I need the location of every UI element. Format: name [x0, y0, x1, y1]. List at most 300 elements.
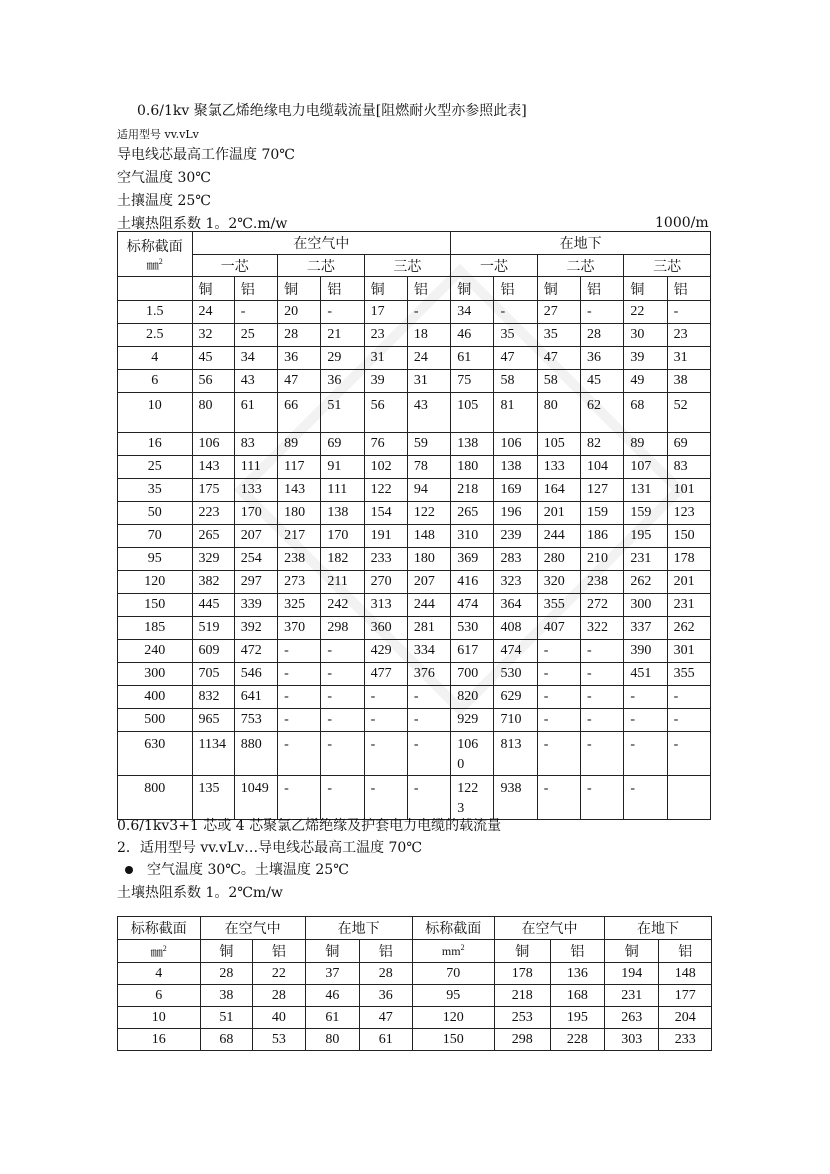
value-cell: 339 — [234, 594, 277, 617]
metal-header: 铝 — [321, 277, 364, 301]
value-cell: 47 — [278, 370, 321, 393]
value-cell: 298 — [321, 617, 364, 640]
value-cell: 194 — [605, 963, 659, 985]
value-cell: 43 — [234, 370, 277, 393]
value-cell: 45 — [192, 347, 234, 370]
value-cell: 159 — [624, 502, 667, 525]
value-cell: 83 — [234, 433, 277, 456]
value-cell: 45 — [581, 370, 624, 393]
value-cell: 705 — [192, 663, 234, 686]
value-cell: 61 — [451, 347, 494, 370]
metal-header: 铝 — [234, 277, 277, 301]
table-row — [118, 963, 712, 985]
value-cell: 164 — [537, 479, 580, 502]
value-cell: 429 — [364, 640, 407, 663]
value-cell: 46 — [305, 985, 359, 1007]
value-cell: 820 — [451, 686, 494, 709]
value-cell: - — [278, 686, 321, 709]
value-cell: 35 — [537, 324, 580, 347]
value-cell: - — [321, 776, 364, 820]
value-cell: - — [364, 686, 407, 709]
value-cell: 105 — [537, 433, 580, 456]
value-cell: 195 — [550, 1007, 605, 1029]
bullet-icon — [125, 866, 133, 874]
value-cell: 89 — [278, 433, 321, 456]
size-cell: 70 — [118, 525, 193, 548]
value-cell: 136 — [550, 963, 605, 985]
value-cell: 51 — [321, 393, 364, 433]
table-row — [118, 663, 711, 686]
value-cell: - — [407, 776, 450, 820]
value-cell: 81 — [494, 393, 537, 433]
size-cell: 400 — [118, 686, 193, 709]
value-cell: - — [364, 709, 407, 732]
size-header-unit: ㎜$^2$ — [146, 256, 163, 272]
table-row — [118, 324, 711, 347]
table-row — [118, 548, 711, 571]
value-cell: 23 — [364, 324, 407, 347]
value-cell: 170 — [321, 525, 364, 548]
value-cell: 36 — [278, 347, 321, 370]
value-cell: 223 — [192, 502, 234, 525]
table-row — [118, 1007, 712, 1029]
value-cell: 143 — [192, 456, 234, 479]
value-cell: 813 — [494, 732, 537, 776]
group-header-underground-right: 在地下 — [605, 917, 712, 940]
value-cell: - — [581, 776, 624, 820]
value-cell: 61 — [360, 1029, 412, 1051]
value-cell: 238 — [581, 571, 624, 594]
value-cell: 24 — [407, 347, 450, 370]
value-cell: 244 — [407, 594, 450, 617]
value-cell: 169 — [494, 479, 537, 502]
value-cell: 280 — [537, 548, 580, 571]
size-header-left: 标称截面 — [118, 917, 201, 940]
value-cell: - — [667, 709, 710, 732]
group-header-air-right: 在空气中 — [495, 917, 605, 940]
value-cell: 337 — [624, 617, 667, 640]
value-cell: 154 — [364, 502, 407, 525]
size-cell: 95 — [118, 548, 193, 571]
soil-resist-line: 土壤热阻系数 1。2℃.m/w — [117, 216, 288, 232]
value-cell: 94 — [407, 479, 450, 502]
value-cell: 148 — [659, 963, 712, 985]
value-cell: 700 — [451, 663, 494, 686]
table-row — [118, 502, 711, 525]
value-cell: - — [581, 709, 624, 732]
value-cell: 408 — [494, 617, 537, 640]
core-header: 二芯 — [278, 255, 365, 277]
size-cell: 120 — [118, 571, 193, 594]
size-cell: 70 — [412, 963, 495, 985]
size-cell: 4 — [118, 347, 193, 370]
value-cell: 31 — [667, 347, 710, 370]
metal-header: 铜 — [537, 277, 580, 301]
value-cell: 301 — [667, 640, 710, 663]
value-cell: 59 — [407, 433, 450, 456]
value-cell: 122 3 — [451, 776, 494, 820]
value-cell: 53 — [253, 1029, 306, 1051]
size-cell: 6 — [118, 370, 193, 393]
value-cell: 46 — [451, 324, 494, 347]
size-cell: 50 — [118, 502, 193, 525]
value-cell: 300 — [624, 594, 667, 617]
metal-header: 铝 — [581, 277, 624, 301]
group-header-air: 在空气中 — [192, 232, 451, 255]
value-cell: 355 — [537, 594, 580, 617]
value-cell: 30 — [624, 324, 667, 347]
value-cell: 177 — [659, 985, 712, 1007]
value-cell: 28 — [253, 985, 306, 1007]
value-cell: 68 — [200, 1029, 253, 1051]
value-cell: 753 — [234, 709, 277, 732]
value-cell: 28 — [278, 324, 321, 347]
value-cell: 111 — [234, 456, 277, 479]
value-cell: 262 — [624, 571, 667, 594]
metal-header: 铜 — [305, 940, 359, 963]
metal-header: 铝 — [550, 940, 605, 963]
value-cell: 231 — [667, 594, 710, 617]
value-cell: 78 — [407, 456, 450, 479]
value-cell: 148 — [407, 525, 450, 548]
value-cell: 32 — [192, 324, 234, 347]
metal-header: 铜 — [364, 277, 407, 301]
core-header: 一芯 — [192, 255, 278, 277]
value-cell: 218 — [495, 985, 551, 1007]
value-cell: 273 — [278, 571, 321, 594]
value-cell: 233 — [364, 548, 407, 571]
value-cell: 370 — [278, 617, 321, 640]
value-cell — [667, 776, 710, 820]
value-cell: - — [624, 709, 667, 732]
value-cell: 80 — [192, 393, 234, 433]
value-cell: - — [278, 732, 321, 776]
value-cell: - — [537, 776, 580, 820]
value-cell: - — [278, 776, 321, 820]
value-cell: 832 — [192, 686, 234, 709]
value-cell: 180 — [278, 502, 321, 525]
value-cell: 159 — [581, 502, 624, 525]
metal-header: 铜 — [200, 940, 253, 963]
value-cell: 204 — [659, 1007, 712, 1029]
table-row — [118, 393, 711, 433]
value-cell: 127 — [581, 479, 624, 502]
size-cell: 120 — [412, 1007, 495, 1029]
value-cell: 83 — [667, 456, 710, 479]
value-cell: 880 — [234, 732, 277, 776]
table-row — [118, 617, 711, 640]
value-cell: 207 — [407, 571, 450, 594]
size-cell: 10 — [118, 1007, 201, 1029]
value-cell: 242 — [321, 594, 364, 617]
value-cell: 382 — [192, 571, 234, 594]
value-cell: 297 — [234, 571, 277, 594]
core-header: 一芯 — [451, 255, 538, 277]
value-cell: 210 — [581, 548, 624, 571]
value-cell: 416 — [451, 571, 494, 594]
value-cell: 47 — [537, 347, 580, 370]
value-cell: 272 — [581, 594, 624, 617]
value-cell: 39 — [364, 370, 407, 393]
table-row — [118, 985, 712, 1007]
table-row — [118, 1029, 712, 1051]
metal-header: 铜 — [451, 277, 494, 301]
table-row — [118, 709, 711, 732]
value-cell: - — [537, 640, 580, 663]
size-cell: 240 — [118, 640, 193, 663]
value-cell: 474 — [494, 640, 537, 663]
group-header-underground-left: 在地下 — [305, 917, 412, 940]
value-cell: 369 — [451, 548, 494, 571]
value-cell: 28 — [200, 963, 253, 985]
metal-header: 铜 — [495, 940, 551, 963]
value-cell: 66 — [278, 393, 321, 433]
size-cell: 800 — [118, 776, 193, 820]
table-row — [118, 301, 711, 324]
table-row — [118, 640, 711, 663]
value-cell: 254 — [234, 548, 277, 571]
value-cell: 170 — [234, 502, 277, 525]
value-cell: 629 — [494, 686, 537, 709]
value-cell: 150 — [667, 525, 710, 548]
value-cell: 52 — [667, 393, 710, 433]
value-cell: - — [581, 301, 624, 324]
value-cell: 21 — [321, 324, 364, 347]
value-cell: - — [234, 301, 277, 324]
value-cell: 253 — [495, 1007, 551, 1029]
value-cell: 186 — [581, 525, 624, 548]
value-cell: 376 — [407, 663, 450, 686]
value-cell: - — [537, 686, 580, 709]
value-cell: 228 — [550, 1029, 605, 1051]
value-cell: - — [278, 709, 321, 732]
value-cell: 34 — [234, 347, 277, 370]
value-cell: 38 — [200, 985, 253, 1007]
value-cell: 303 — [605, 1029, 659, 1051]
value-cell: 80 — [305, 1029, 359, 1051]
value-cell: 18 — [407, 324, 450, 347]
value-cell: 123 — [667, 502, 710, 525]
air-temp-line: 空气温度 30℃ — [117, 170, 211, 186]
value-cell: 122 — [364, 479, 407, 502]
size-cell: 150 — [118, 594, 193, 617]
value-cell: - — [321, 732, 364, 776]
value-cell: 196 — [494, 502, 537, 525]
value-cell: 965 — [192, 709, 234, 732]
value-cell: 82 — [581, 433, 624, 456]
section2-soil-resist-line: 土壤热阻系数 1。2℃m/w — [117, 885, 283, 901]
value-cell: - — [407, 709, 450, 732]
value-cell: 178 — [495, 963, 551, 985]
value-cell: 609 — [192, 640, 234, 663]
ampacity-table-single — [117, 231, 711, 820]
value-cell: 355 — [667, 663, 710, 686]
value-cell: 56 — [364, 393, 407, 433]
value-cell: 28 — [360, 963, 412, 985]
value-cell: 322 — [581, 617, 624, 640]
value-cell: 310 — [451, 525, 494, 548]
table-row — [118, 525, 711, 548]
value-cell: 31 — [407, 370, 450, 393]
size-cell: 300 — [118, 663, 193, 686]
value-cell: - — [321, 663, 364, 686]
value-cell: - — [537, 709, 580, 732]
value-cell: 641 — [234, 686, 277, 709]
value-cell: - — [407, 686, 450, 709]
value-cell: 445 — [192, 594, 234, 617]
metal-header: 铝 — [659, 940, 712, 963]
value-cell: 28 — [581, 324, 624, 347]
value-cell: 390 — [624, 640, 667, 663]
value-cell: - — [364, 732, 407, 776]
value-cell: 62 — [581, 393, 624, 433]
model-line: 适用型号 vv.vLv — [117, 128, 199, 141]
value-cell: 182 — [321, 548, 364, 571]
value-cell: 36 — [360, 985, 412, 1007]
value-cell: 38 — [667, 370, 710, 393]
value-cell: 69 — [321, 433, 364, 456]
value-cell: 710 — [494, 709, 537, 732]
table-row — [118, 347, 711, 370]
value-cell: 35 — [494, 324, 537, 347]
value-cell: - — [494, 301, 537, 324]
value-cell: 407 — [537, 617, 580, 640]
value-cell: 29 — [321, 347, 364, 370]
value-cell: 22 — [253, 963, 306, 985]
value-cell: 111 — [321, 479, 364, 502]
value-cell: 323 — [494, 571, 537, 594]
core-header: 三芯 — [624, 255, 711, 277]
table-row — [118, 456, 711, 479]
value-cell: 238 — [278, 548, 321, 571]
size-cell: 16 — [118, 433, 193, 456]
value-cell: 58 — [537, 370, 580, 393]
value-cell: 201 — [667, 571, 710, 594]
value-cell: 51 — [200, 1007, 253, 1029]
size-cell: 25 — [118, 456, 193, 479]
value-cell: 1049 — [234, 776, 277, 820]
value-cell: 270 — [364, 571, 407, 594]
value-cell: 56 — [192, 370, 234, 393]
value-cell: - — [667, 301, 710, 324]
value-cell: - — [364, 776, 407, 820]
value-cell: - — [581, 663, 624, 686]
table-row — [118, 370, 711, 393]
size-header-label: 标称截面 — [126, 239, 183, 255]
metal-header: 铝 — [253, 940, 306, 963]
size-cell: 4 — [118, 963, 201, 985]
value-cell: 133 — [234, 479, 277, 502]
value-cell: 298 — [495, 1029, 551, 1051]
size-cell: 95 — [412, 985, 495, 1007]
value-cell: 207 — [234, 525, 277, 548]
value-cell: - — [321, 709, 364, 732]
value-cell: 617 — [451, 640, 494, 663]
size-cell: 630 — [118, 732, 193, 776]
value-cell: 27 — [537, 301, 580, 324]
value-cell: 364 — [494, 594, 537, 617]
value-cell: 477 — [364, 663, 407, 686]
value-cell: 17 — [364, 301, 407, 324]
size-header-right: 标称截面 — [412, 917, 495, 940]
value-cell: 283 — [494, 548, 537, 571]
value-cell: 133 — [537, 456, 580, 479]
value-cell: 68 — [624, 393, 667, 433]
value-cell: 104 — [581, 456, 624, 479]
section2-model-line: 2．适用型号 vv.vLv…导电线芯最高工温度 70℃ — [117, 840, 423, 856]
value-cell: 1134 — [192, 732, 234, 776]
value-cell: 265 — [451, 502, 494, 525]
value-cell: 122 — [407, 502, 450, 525]
value-cell: 262 — [667, 617, 710, 640]
group-header-underground: 在地下 — [451, 232, 711, 255]
group-header-air-left: 在空气中 — [200, 917, 305, 940]
value-cell: 106 0 — [451, 732, 494, 776]
value-cell: 233 — [659, 1029, 712, 1051]
value-cell: 313 — [364, 594, 407, 617]
size-header — [118, 232, 193, 277]
value-cell: - — [321, 301, 364, 324]
size-cell: 6 — [118, 985, 201, 1007]
value-cell: 89 — [624, 433, 667, 456]
value-cell: 69 — [667, 433, 710, 456]
value-cell: 106 — [494, 433, 537, 456]
value-cell: 929 — [451, 709, 494, 732]
value-cell: 530 — [494, 663, 537, 686]
value-cell: 180 — [407, 548, 450, 571]
table-row — [118, 433, 711, 456]
value-cell: - — [667, 686, 710, 709]
page-title: 0.6/1kv 聚氯乙烯绝缘电力电缆载流量[阻燃耐火型亦参照此表] — [137, 103, 527, 119]
value-cell: - — [667, 732, 710, 776]
value-cell: 472 — [234, 640, 277, 663]
size-unit-left: ㎜$^2$ — [118, 940, 201, 963]
size-cell: 35 — [118, 479, 193, 502]
size-blank-cell — [118, 277, 193, 301]
size-cell: 1.5 — [118, 301, 193, 324]
metal-header: 铜 — [192, 277, 234, 301]
value-cell: 231 — [624, 548, 667, 571]
value-cell: - — [537, 732, 580, 776]
value-cell: 329 — [192, 548, 234, 571]
soil-temp-line: 土攘温度 25℃ — [117, 193, 211, 209]
core-header: 三芯 — [364, 255, 451, 277]
metal-header: 铝 — [494, 277, 537, 301]
value-cell: 107 — [624, 456, 667, 479]
value-cell: 31 — [364, 347, 407, 370]
core-header: 二芯 — [537, 255, 624, 277]
metal-header: 铝 — [667, 277, 710, 301]
value-cell: 101 — [667, 479, 710, 502]
value-cell: 201 — [537, 502, 580, 525]
value-cell: 22 — [624, 301, 667, 324]
value-cell: - — [581, 732, 624, 776]
value-cell: - — [321, 640, 364, 663]
value-cell: 25 — [234, 324, 277, 347]
value-cell: 39 — [624, 347, 667, 370]
value-cell: - — [624, 732, 667, 776]
value-cell: 135 — [192, 776, 234, 820]
table-row — [118, 594, 711, 617]
value-cell: 49 — [624, 370, 667, 393]
value-cell: - — [624, 776, 667, 820]
value-cell: 239 — [494, 525, 537, 548]
size-cell: 10 — [118, 393, 193, 433]
table-row — [118, 776, 711, 820]
value-cell: 105 — [451, 393, 494, 433]
value-cell: - — [321, 686, 364, 709]
value-cell: 175 — [192, 479, 234, 502]
